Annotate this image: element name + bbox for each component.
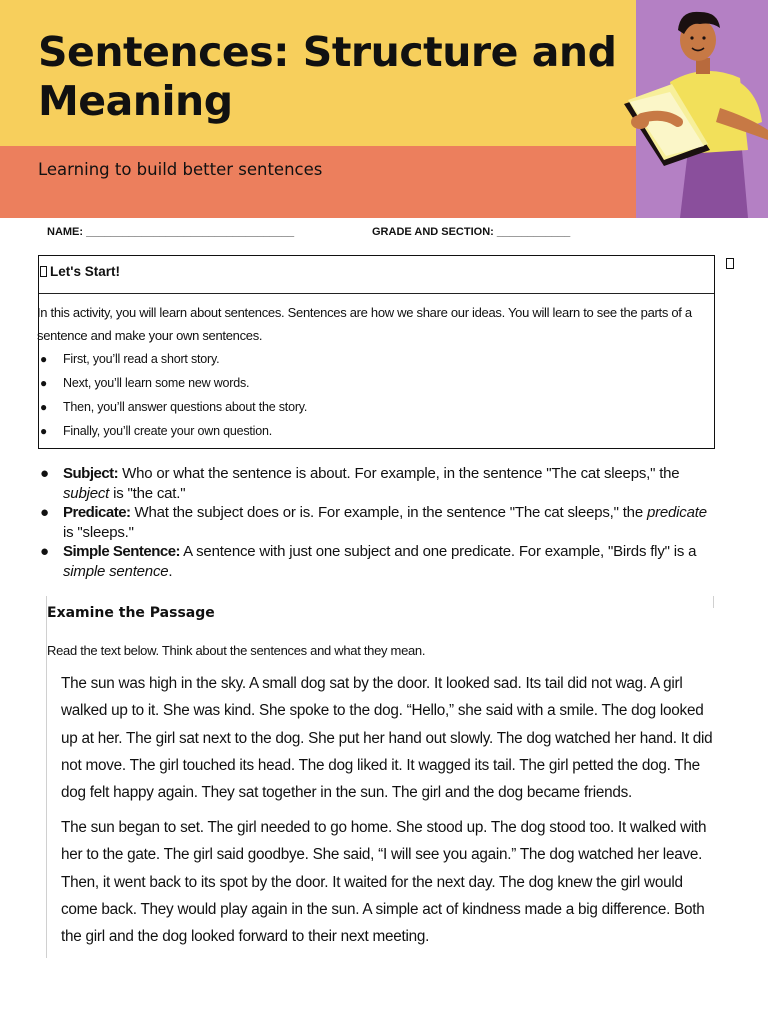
bullet-icon: ● — [40, 504, 49, 521]
list-item — [40, 503, 720, 542]
missing-glyph-icon — [40, 266, 47, 277]
grade-section-field-label: GRADE AND SECTION: ____________ — [372, 226, 571, 238]
lets-start-intro: In this activity, you will learn about sentences. Sentences are how we share our ideas. You will learn to see the parts of a sentence and make your own sentences. — [37, 305, 692, 343]
term-definition: What the subject does or is. For example, in the sentence "The cat sleeps," the — [130, 504, 647, 521]
term-italic: predicate — [646, 504, 707, 521]
step-text: First, you’ll read a short story. — [63, 352, 220, 366]
examine-title: Examine the Passage — [47, 605, 215, 621]
lets-start-header — [39, 256, 714, 294]
term-italic: simple sentence — [63, 562, 169, 580]
term-label: Subject: — [63, 465, 119, 482]
term-definition: A sentence with just one subject and one predicate. For example, "Birds fly" is a — [180, 543, 697, 560]
passage-paragraph: The sun was high in the sky. A small dog sat by the door. It looked sad. Its tail did not wag. A girl walked up to it. She was kind. She spoke to the dog. “Hello,” she said with a smile. The dog looked up at her. The girl sat next to the dog. She put her hand out slowly. The dog watched her hand. It did not move. The girl touched its head. The dog liked it. It wagged its tail. The girl petted the dog. The dog felt happy again. They sat together in the sun. The girl and the dog became friends. — [61, 675, 713, 802]
step-text: Finally, you’ll create your own question. — [63, 424, 273, 438]
term-definition: Who or what the sentence is about. For example, in the sentence "The cat sleeps," the — [118, 465, 680, 482]
lets-start-title: Let's Start! — [50, 264, 120, 279]
list-item — [40, 542, 720, 581]
header-orange-band — [0, 146, 636, 218]
bullet-icon: ● — [40, 465, 49, 482]
reading-person-illustration — [600, 0, 768, 218]
term-definition-end: is "the cat." — [109, 484, 186, 502]
page-subtitle: Learning to build better sentences — [38, 160, 323, 179]
step-text: Then, you’ll answer questions about the story. — [63, 400, 308, 414]
examine-instruction: Read the text below. Think about the sentences and what they mean. — [47, 643, 426, 658]
term-definition-end: is "sleeps." — [63, 523, 134, 541]
term-label: Predicate: — [63, 504, 131, 521]
lets-start-title-row — [40, 264, 120, 279]
page-title: Sentences: Structure and Meaning — [38, 28, 617, 125]
bullet-icon: ● — [40, 543, 49, 560]
passage-paragraph: The sun began to set. The girl needed to go home. She stood up. The dog stood too. It walked with her to the gate. The girl said goodbye. She said, “I will see you again.” The dog watched her leave. Then, it went back to its spot by the door. It waited for the next day. The dog knew the girl would come back. They would play again in the sun. A simple act of kindness made a big difference. Both the girl and the dog looked forward to their next meeting. — [61, 819, 707, 946]
term-label: Simple Sentence: — [63, 543, 181, 560]
bullet-icon: ● — [40, 400, 48, 414]
bullet-icon: ● — [40, 376, 48, 390]
missing-glyph-icon — [726, 258, 734, 269]
step-text: Next, you’ll learn some new words. — [63, 376, 250, 390]
bullet-icon: ● — [40, 352, 48, 366]
margin-guide-line — [713, 596, 714, 608]
term-italic: subject — [63, 484, 110, 502]
list-item — [40, 464, 720, 503]
bullet-icon: ● — [40, 424, 48, 438]
vocabulary-list — [40, 464, 720, 581]
name-field-label: NAME: __________________________________ — [47, 226, 295, 238]
term-definition-end: . — [168, 562, 173, 580]
